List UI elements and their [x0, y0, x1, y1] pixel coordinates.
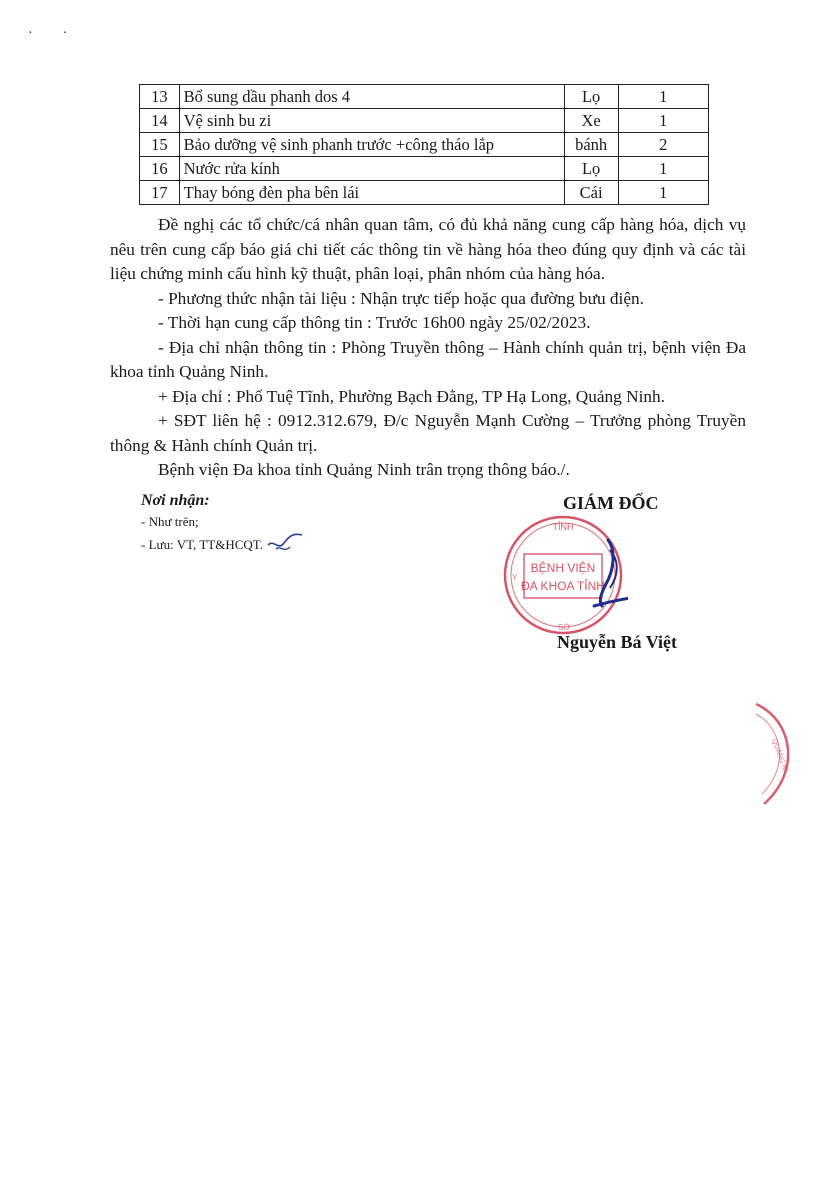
deadline-line: - Thời hạn cung cấp thông tin : Trước 16h00 ngày 25/02/2023. — [158, 313, 591, 332]
row-item-name: Thay bóng đèn pha bên lái — [179, 181, 564, 205]
table-row — [140, 85, 709, 109]
recipient-line — [141, 531, 304, 555]
row-number: 13 — [140, 85, 180, 109]
row-quantity: 1 — [618, 85, 708, 109]
row-item-name: Vệ sinh bu zi — [179, 109, 564, 133]
recipients-heading: Nơi nhận: — [141, 492, 210, 509]
items-table — [139, 84, 709, 205]
table-row — [140, 109, 709, 133]
svg-text:TỈNH: TỈNH — [552, 522, 574, 532]
row-unit: Cái — [564, 181, 618, 205]
row-item-name: Bổ sung dầu phanh dos 4 — [179, 85, 564, 109]
phone-paragraph: + SĐT liên hệ : 0912.312.679, Đ/c Nguyễn Mạnh Cường – Trưởng phòng Truyền thông & Hành chính Quản trị. — [110, 411, 746, 455]
svg-text:QUẢNG N: QUẢNG N — [770, 738, 788, 772]
svg-text:SỞ: SỞ — [558, 623, 571, 632]
row-number: 14 — [140, 109, 180, 133]
row-number: 17 — [140, 181, 180, 205]
signer-name: Nguyễn Bá Việt — [557, 632, 678, 652]
table-row — [140, 157, 709, 181]
table-row — [140, 133, 709, 157]
official-seal — [498, 510, 628, 640]
recipient-line-text: - Lưu: VT, TT&HCQT. — [141, 537, 263, 552]
row-item-name: Nước rửa kính — [179, 157, 564, 181]
row-unit: Xe — [564, 109, 618, 133]
row-number: 15 — [140, 133, 180, 157]
closing-line: Bệnh viện Đa khoa tỉnh Quảng Ninh trân trọng thông báo./. — [158, 460, 570, 479]
row-quantity: 1 — [618, 181, 708, 205]
recipients-block — [141, 492, 304, 555]
row-quantity: 1 — [618, 157, 708, 181]
notice-body — [110, 213, 746, 483]
row-number: 16 — [140, 157, 180, 181]
row-unit: Lọ — [564, 157, 618, 181]
handwritten-initials-mark — [264, 531, 304, 555]
partial-seal-edge — [752, 700, 812, 810]
method-line: - Phương thức nhận tài liệu : Nhận trực tiếp hoặc qua đường bưu điện. — [158, 288, 644, 308]
svg-text:Y: Y — [512, 573, 518, 582]
scan-dots: ·· — [28, 26, 98, 41]
row-unit: bánh — [564, 133, 618, 157]
row-quantity: 2 — [618, 133, 708, 157]
recipient-line: - Như trên; — [141, 514, 199, 529]
director-title: GIÁM ĐỐC — [563, 493, 659, 513]
row-quantity: 1 — [618, 109, 708, 133]
request-paragraph: Đề nghị các tổ chức/cá nhân quan tâm, có đủ khả năng cung cấp hàng hóa, dịch vụ nêu trên cung cấp báo giá chi tiết các thông tin về hàng hóa theo đúng quy định và các tài liệu chứng minh cấu hình kỹ thuật, phân loại, phân nhóm của hàng hóa. — [110, 215, 746, 283]
table-row — [140, 181, 709, 205]
address-line: + Địa chỉ : Phố Tuệ Tĩnh, Phường Bạch Đằng, TP Hạ Long, Quảng Ninh. — [158, 386, 665, 406]
row-item-name: Bảo dưỡng vệ sinh phanh trước +công tháo lắp — [179, 133, 564, 157]
row-unit: Lọ — [564, 85, 618, 109]
svg-text:BỆNH VIỆN: BỆNH VIỆN — [530, 561, 596, 575]
svg-text:ĐA KHOA TỈNH: ĐA KHOA TỈNH — [521, 579, 605, 593]
receiver-paragraph: - Địa chỉ nhận thông tin : Phòng Truyền thông – Hành chính quản trị, bệnh viện Đa khoa tỉnh Quảng Ninh. — [110, 337, 746, 381]
